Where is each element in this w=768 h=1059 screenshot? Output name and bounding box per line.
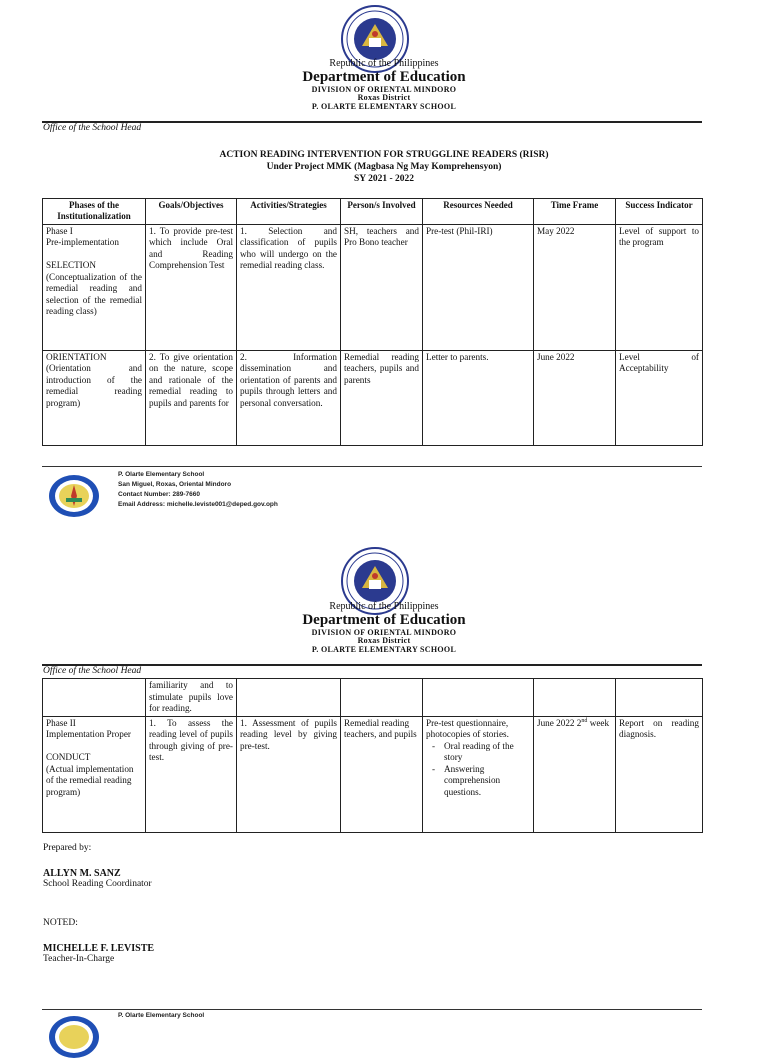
header-goals: Goals/Objectives <box>146 199 237 225</box>
division-text: DIVISION OF ORIENTAL MINDORO <box>311 84 457 94</box>
cell-phase <box>43 679 146 717</box>
cell-goal: 2. To give orientation on the nature, scope and rationale of the remedial reading to pupils and parents for <box>146 350 237 445</box>
cell-time: June 2022 <box>534 350 616 445</box>
header-resources: Resources Needed <box>423 199 534 225</box>
cell-time <box>534 716 616 832</box>
footer-contact <box>118 470 278 510</box>
footer-address: San Miguel, Roxas, Oriental Mindoro <box>118 481 232 489</box>
cell-goal: 1. To provide pre-test which include Oral and Reading Comprehension Test <box>146 224 237 350</box>
action-plan-table-continued <box>42 678 703 833</box>
cell-time <box>534 679 616 717</box>
table-row <box>43 350 703 445</box>
cell-phase: Phase II Implementation Proper CONDUCT (Actual implementation of the remedial reading program) <box>43 716 146 832</box>
noted-title: Teacher-In-Charge <box>43 954 115 964</box>
prepared-block <box>43 868 152 889</box>
footer-rule <box>42 466 702 467</box>
footer-school: P. Olarte Elementary School <box>118 471 205 478</box>
cell-resource: Letter to parents. <box>423 350 534 445</box>
school-name: P. OLARTE ELEMENTARY SCHOOL <box>311 645 457 655</box>
cell-indicator: Level of Acceptability <box>616 350 703 445</box>
republic-text: Republic of the Philippines <box>329 601 439 612</box>
department-title: Department of Education <box>302 612 466 628</box>
cell-activity: 1. Assessment of pupils reading level by giving pre-test. <box>237 716 341 832</box>
school-name: P. OLARTE ELEMENTARY SCHOOL <box>311 102 457 112</box>
prepared-name: ALLYN M. SANZ <box>43 868 121 879</box>
title-line-2: Under Project MMK (Magbasa Ng May Komprehensyon) <box>266 161 502 172</box>
prepared-label: Prepared by: <box>43 843 92 853</box>
cell-person <box>341 679 423 717</box>
table-row <box>43 224 703 350</box>
division-text: DIVISION OF ORIENTAL MINDORO <box>311 627 457 637</box>
footer-school-partial: P. Olarte Elementary School <box>118 1012 205 1019</box>
footer-rule <box>42 1009 702 1010</box>
table-row <box>43 716 703 832</box>
prepared-title: School Reading Coordinator <box>43 879 152 889</box>
department-title: Department of Education <box>302 69 466 85</box>
table-row <box>43 679 703 717</box>
title-line-3: SY 2021 - 2022 <box>353 173 415 184</box>
republic-text: Republic of the Philippines <box>329 58 439 69</box>
cell-indicator <box>616 679 703 717</box>
document-title <box>0 150 768 186</box>
table-header-row <box>43 199 703 225</box>
footer-contact-number: Contact Number: 289-7660 <box>118 491 200 499</box>
district-text: Roxas District <box>357 636 411 646</box>
time-superscript: nd <box>581 717 588 724</box>
cell-goal: 1. To assess the reading level of pupils through giving of pre-test. <box>146 716 237 832</box>
cell-phase: Phase I Pre-implementation SELECTION (Conceptualization of the remedial reading and selection of the remedial reading class) <box>43 224 146 350</box>
header-success-indicator: Success Indicator <box>616 199 703 225</box>
title-line-1: ACTION READING INTERVENTION FOR STRUGGLINE READERS (RISR) <box>219 150 549 160</box>
school-logo-icon <box>48 474 100 518</box>
cell-activity <box>237 679 341 717</box>
cell-person: Remedial reading teachers, pupils and parents <box>341 350 423 445</box>
noted-block <box>43 943 154 964</box>
action-plan-table <box>42 198 703 446</box>
resource-text: Pre-test questionnaire, photocopies of stories. <box>426 717 509 739</box>
list-item: - Answering comprehension questions. <box>444 764 530 799</box>
cell-resource <box>423 716 534 832</box>
cell-indicator: Report on reading diagnosis. <box>616 716 703 832</box>
cell-activity: 2. Information dissemination and orientation of parents and pupils through letters and personal conversation. <box>237 350 341 445</box>
header-phases: Phases of the Institutionalization <box>43 199 146 225</box>
cell-activity: 1. Selection and classification of pupils who will undergo on the remedial reading class. <box>237 224 341 350</box>
time-text: June 2022 2 <box>537 717 582 728</box>
cell-person: Remedial reading teachers, and pupils <box>341 716 423 832</box>
office-label: Office of the School Head <box>43 666 142 676</box>
cell-resource <box>423 679 534 717</box>
header-activities: Activities/Strategies <box>237 199 341 225</box>
cell-indicator: Level of support to the program <box>616 224 703 350</box>
header-persons: Person/s Involved <box>341 199 423 225</box>
list-item: - Oral reading of the story <box>444 741 530 764</box>
resource-list <box>426 741 530 799</box>
time-week: week <box>587 717 610 728</box>
school-logo-icon <box>48 1015 100 1059</box>
footer-email: Email Address: michelle.leviste001@deped.gov.oph <box>118 501 278 509</box>
cell-person: SH, teachers and Pro Bono teacher <box>341 224 423 350</box>
noted-label: NOTED: <box>43 918 78 928</box>
office-label: Office of the School Head <box>43 123 142 133</box>
cell-time: May 2022 <box>534 224 616 350</box>
cell-goal-continued: familiarity and to stimulate pupils love for reading. <box>146 679 237 717</box>
cell-resource: Pre-test (Phil-IRI) <box>423 224 534 350</box>
district-text: Roxas District <box>357 93 411 103</box>
noted-name: MICHELLE F. LEVISTE <box>43 943 155 954</box>
cell-phase: ORIENTATION (Orientation and introduction of the remedial reading program) <box>43 350 146 445</box>
header-time-frame: Time Frame <box>534 199 616 225</box>
